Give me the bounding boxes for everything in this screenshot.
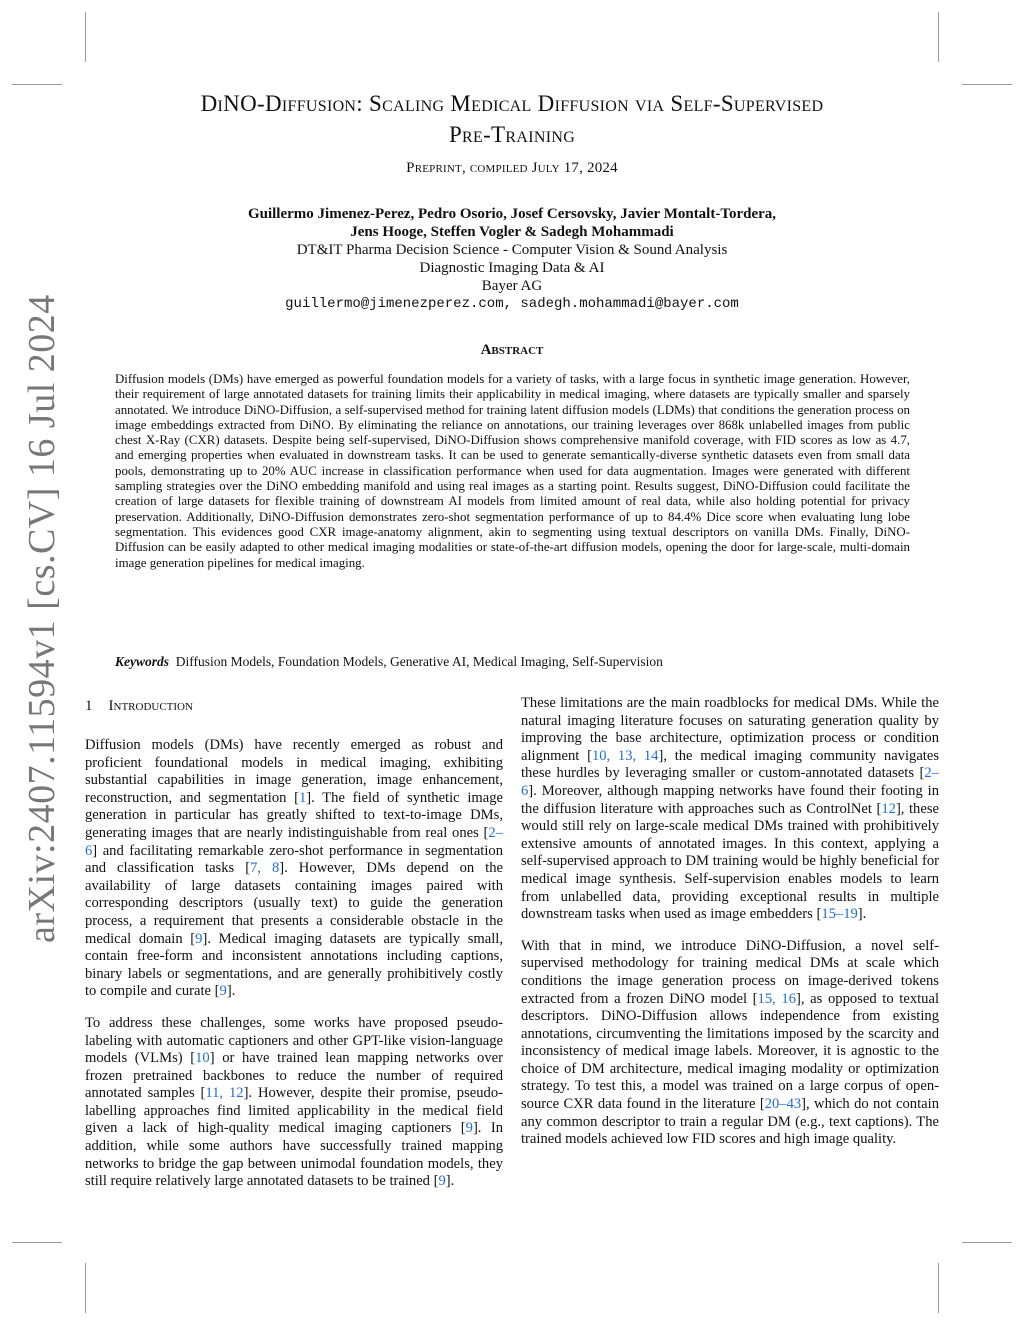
- citation-link[interactable]: 15, 16: [757, 990, 797, 1007]
- affiliation-2: Diagnostic Imaging Data & AI: [419, 260, 605, 276]
- citation-link[interactable]: 10: [195, 1050, 210, 1067]
- title-line-2: Pre-Training: [448, 122, 576, 147]
- crop-mark: [12, 1242, 62, 1243]
- right-column: [521, 695, 939, 1163]
- paragraph: These limitations are the main roadblocks for medical DMs. While the natural imaging literature focuses on saturating generation quality by improving the base architecture, optimization process or condition alignment [10, 13, 14], the medical imaging community navigates these hurdles by leveraging smaller or custom-annotated datasets [2–6]. Moreover, although mapping networks have found their footing in the diffusion literature with approaches such as ControlNet [12], these would still rely on large-scale medical DMs trained with prohibitively extensive amounts of annotated images. In this context, applying a self-supervised approach to DM training would be highly beneficial for medical image synthesis. Self-supervision enables models to learn from unlabelled data, providing exceptional results in multiple downstream tasks when used as image embedders [15–19].: [521, 695, 940, 923]
- citation-link[interactable]: 9: [219, 983, 227, 1000]
- abstract-heading: Abstract: [480, 342, 544, 358]
- crop-mark: [85, 12, 86, 62]
- left-column: [85, 737, 503, 1205]
- citation-link[interactable]: 11, 12: [205, 1085, 244, 1102]
- paragraph: To address these challenges, some works have proposed pseudo-labeling with automatic captioners and other GPT-like vision-language models (VLMs) [10] or have trained lean mapping networks over frozen pretrained backbones to reduce the number of required annotated samples [11, 12]. However, despite their promise, pseudo-labelling approaches find limited applicability in the medical field given a lack of high-quality medical imaging captioners [9]. In addition, while some authors have successfully trained mapping networks to bridge the gap between unimodal foundation models, they still require relatively large annotated datasets to be trained [9].: [85, 1014, 503, 1190]
- arxiv-id: arXiv:2407.11594v1 [cs.CV] 16 Jul 2024: [21, 294, 63, 943]
- citation-link[interactable]: 9: [465, 1120, 473, 1137]
- crop-mark: [85, 1263, 86, 1313]
- crop-mark: [938, 12, 939, 62]
- citation-link[interactable]: 15–19: [821, 906, 858, 923]
- section-number: 1: [85, 698, 93, 714]
- affiliation-3: Bayer AG: [481, 278, 543, 294]
- author-block: [80, 205, 944, 313]
- keywords-label: Keywords: [115, 654, 169, 669]
- paragraph: Diffusion models (DMs) have recently emerged as robust and proficient foundational models in medical imaging, exhibiting substantial capabilities in image generation, image enhancement, reconstruction, and segmentation [1]. The field of synthetic image generation in particular has greatly shifted to text-to-image DMs, generating images that are nearly indistinguishable from real ones [2–6] and facilitating remarkable zero-shot performance in segmentation and classification tasks [7, 8]. However, DMs depend on the availability of large datasets containing images paired with corresponding descriptors (usually text) to guide the generation process, a requirement that presents a considerable obstacle in the medical domain [9]. Medical imaging datasets are typically small, contain free-form and inconsistent annotations including captions, binary labels or segmentations, and are generally prohibitively costly to compile and curate [9].: [85, 737, 504, 1000]
- abstract-text: Diffusion models (DMs) have emerged as powerful foundation models for a variety of tasks, with a large focus in synthetic image generation. However, their requirement of large annotated datasets for training limits their applicability in medical imaging, where datasets are typically smaller and sparsely annotated. We introduce DiNO-Diffusion, a self-supervised method for training latent diffusion models (LDMs) that conditions the generation process on image embeddings extracted from DiNO. By eliminating the reliance on annotations, our training leverages over 868k unlabelled images from public chest X-Ray (CXR) datasets. Despite being self-supervised, DiNO-Diffusion shows comprehensive manifold coverage, with FID scores as low as 4.7, and emerging properties when evaluated in downstream tasks. It can be used to generate semantically-diverse synthetic datasets even from small data pools, demonstrating up to 20% AUC increase in classification performance when used for data augmentation. Images were generated with different sampling strategies over the DiNO embedding manifold and using real images as a starting point. Results suggest, DiNO-Diffusion could facilitate the creation of large datasets for flexible training of downstream AI models from limited amount of real data, while also holding potential for privacy preservation. Additionally, DiNO-Diffusion demonstrates zero-shot segmentation performance of up to 84.4% Dice score when evaluating lung lobe segmentation. This evidences good CXR image-anatomy alignment, akin to segmenting using textual descriptors on vanilla DMs. Finally, DiNO-Diffusion can be easily adapted to other medical imaging modalities or state-of-the-art diffusion models, opening the door for large-scale, multi-domain image generation pipelines for medical imaging.: [115, 372, 910, 570]
- title-line-1: DiNO-Diffusion: Scaling Medical Diffusion via Self-Supervised: [200, 91, 824, 116]
- authors-line-1: Guillermo Jimenez-Perez, Pedro Osorio, Josef Cersovsky, Javier Montalt-Tordera,: [247, 206, 777, 222]
- citation-link[interactable]: 2–6: [85, 824, 503, 859]
- citation-link[interactable]: 9: [438, 1173, 446, 1190]
- paper-title: [80, 88, 944, 150]
- affiliation-1: DT&IT Pharma Decision Science - Computer Vision & Sound Analysis: [296, 242, 728, 258]
- preprint-date: Preprint, compiled July 17, 2024: [406, 160, 618, 176]
- citation-link[interactable]: 10, 13, 14: [591, 747, 659, 764]
- section-title: Introduction: [108, 698, 193, 714]
- citation-link[interactable]: 7, 8: [250, 860, 280, 877]
- citation-link[interactable]: 9: [195, 930, 203, 947]
- citation-link[interactable]: 12: [881, 800, 896, 817]
- keywords: [115, 654, 910, 670]
- crop-mark: [938, 1263, 939, 1313]
- paragraph: With that in mind, we introduce DiNO-Diffusion, a novel self-supervised methodology for training medical DMs at scale which conditions the image generation process on image-derived tokens extracted from a frozen DiNO model [15, 16], as opposed to textual descriptors. DiNO-Diffusion allows independence from existing annotations, circumventing the limitations imposed by the scarcity and inconsistency of medical image labels. Moreover, it is agnostic to the choice of DM architecture, medical imaging modality or optimization strategy. To test this, a model was trained on a large corpus of open-source CXR data found in the literature [20–43], which do not contain any common descriptor to train a regular DM (e.g., text captions). The trained models achieved low FID scores and high image quality.: [521, 937, 939, 1148]
- crop-mark: [12, 84, 62, 85]
- author-emails: guillermo@jimenezperez.com, sadegh.mohammadi@bayer.com: [285, 296, 739, 312]
- section-heading: [85, 698, 193, 715]
- citation-link[interactable]: 2–6: [521, 765, 939, 799]
- crop-mark: [962, 1242, 1012, 1243]
- citation-link[interactable]: 1: [299, 789, 307, 806]
- authors-line-2: Jens Hooge, Steffen Vogler & Sadegh Mohammadi: [350, 224, 674, 240]
- keywords-text: Diffusion Models, Foundation Models, Generative AI, Medical Imaging, Self-Supervision: [175, 654, 663, 669]
- citation-link[interactable]: 20–43: [764, 1096, 802, 1113]
- crop-mark: [962, 84, 1012, 85]
